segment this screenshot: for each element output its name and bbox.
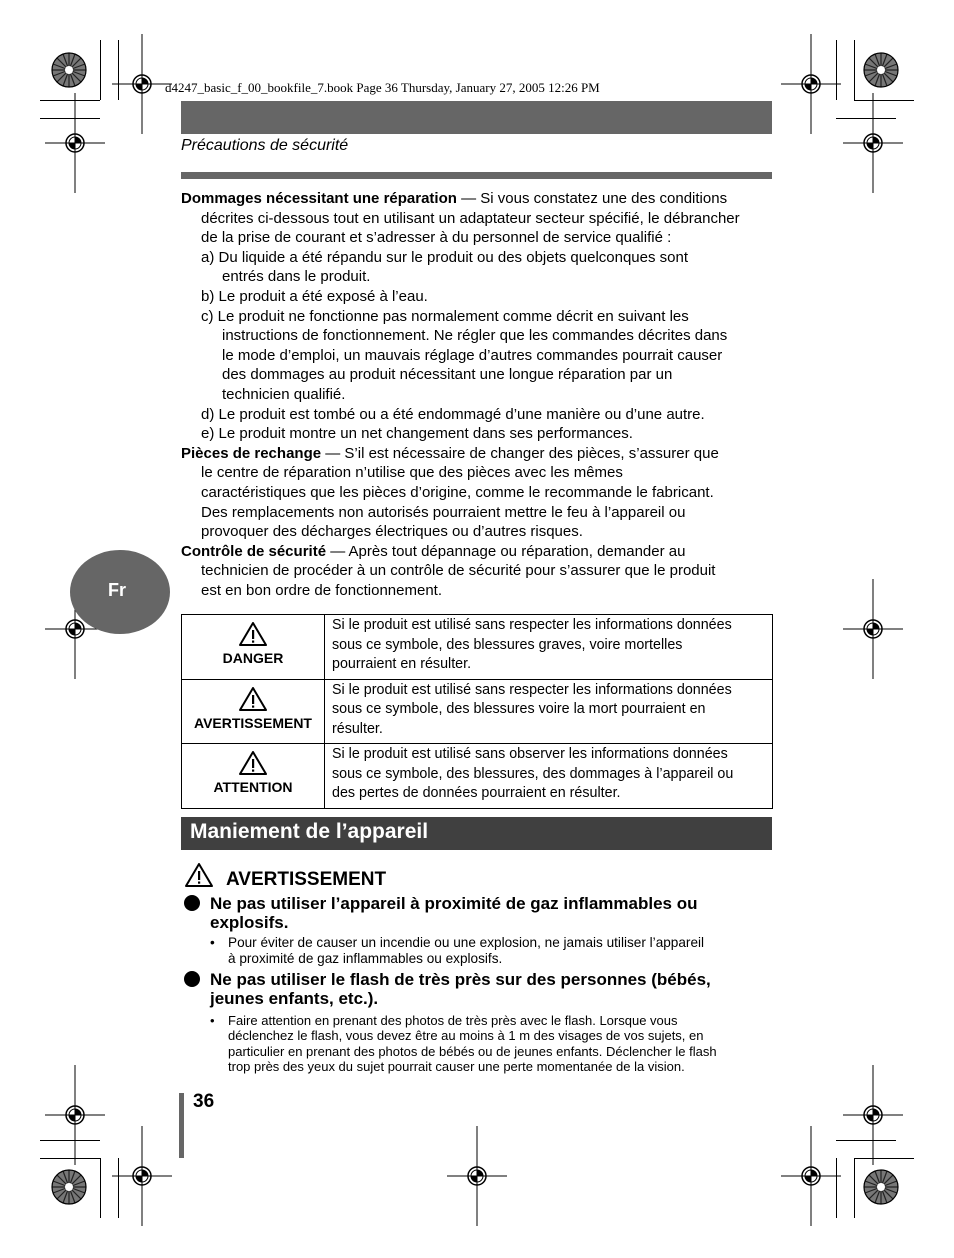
- text-line: le centre de réparation n’utilise que des pièces avec les mêmes: [201, 464, 623, 482]
- bullet-detail: [210, 935, 772, 967]
- list-item: [181, 405, 781, 425]
- text-line: des dommages au produit nécessitant une longue réparation par un: [222, 366, 673, 384]
- text-line: Ne pas utiliser le flash de très près sur des personnes (bébés,: [210, 970, 711, 989]
- text-line: déclenchez le flash, vous devez être au moins à 1 m des visages de vos sujets, en: [228, 1028, 704, 1044]
- text-line: Le produit a été exposé à l’eau.: [218, 287, 428, 305]
- list-item: [181, 287, 781, 307]
- table-row: [182, 615, 773, 680]
- text-line: pourraient en résulter.: [332, 656, 472, 672]
- text-line: Le produit est tombé ou a été endommagé d’une manière ou d’une autre.: [218, 405, 705, 423]
- avertissement-label: AVERTISSEMENT: [194, 714, 312, 731]
- text-line: Du liquide a été répandu sur le produit ou des objets quelconques sont: [218, 248, 689, 266]
- list-marker: d): [201, 405, 215, 423]
- paragraph-safety-check: [181, 542, 781, 601]
- text-line: est en bon ordre de fonctionnement.: [201, 581, 442, 599]
- bullet-heading: [184, 894, 764, 932]
- text-line: jeunes enfants, etc.).: [210, 989, 379, 1008]
- table-row: [182, 679, 773, 744]
- list-item: [181, 307, 781, 405]
- paragraph-parts-title: Pièces de rechange: [181, 444, 322, 462]
- separator-bar: [181, 172, 772, 179]
- text-line: des pertes de données pourraient en résulter.: [332, 785, 621, 801]
- bullet-dot-icon: [184, 971, 200, 987]
- text-line: Ne pas utiliser l’appareil à proximité de gaz inflammables ou: [210, 894, 698, 913]
- paragraph-repair-title: Dommages nécessitant une réparation: [181, 190, 457, 207]
- text-line: Si le produit est utilisé sans respecter les informations données: [332, 617, 732, 633]
- text-line: caractéristiques que les pièces d’origine, comme le recommande le fabricant.: [201, 483, 714, 501]
- text-line: sous ce symbole, des blessures graves, voire mortelles: [332, 636, 683, 653]
- text-line: Le produit ne fonctionne pas normalement comme décrit en suivant les: [217, 307, 689, 325]
- text-line: — S’il est nécessaire de changer des pièces, s’assurer que: [321, 444, 719, 462]
- file-header: d4247_basic_f_00_bookfile_7.book Page 36 Thursday, January 27, 2005 12:26 PM: [165, 80, 600, 95]
- text-line: décrites ci-dessous tout en utilisant un adaptateur secteur spécifié, le débrancher: [201, 209, 740, 227]
- text-line: explosifs.: [210, 913, 289, 932]
- list-marker: e): [201, 425, 215, 443]
- attention-label: ATTENTION: [213, 779, 293, 795]
- text-line: provoquer des décharges électriques ou d’autres risques.: [201, 523, 583, 541]
- danger-description: [325, 615, 773, 680]
- table-row: [182, 744, 773, 809]
- bullet-heading: [184, 970, 764, 1008]
- text-line: à proximité de gaz inflammables ou explosifs.: [228, 951, 503, 966]
- sub-bullet-marker: •: [210, 935, 215, 950]
- avertissement-description: [325, 679, 773, 744]
- text-line: Si le produit est utilisé sans observer les informations données: [332, 746, 728, 762]
- text-line: sous ce symbole, des blessures, des dommages à l’appareil ou: [332, 765, 734, 782]
- text-line: Si le produit est utilisé sans respecter les informations données: [332, 681, 732, 698]
- warning-triangle-icon: [238, 621, 268, 647]
- list-item: [181, 248, 781, 287]
- header-band: [181, 101, 772, 134]
- text-line: particulier en prenant des photos de bébés ou de jeunes enfants. Déclencher le flash: [228, 1043, 717, 1059]
- text-line: sous ce symbole, des blessures voire la mort pourraient en: [332, 701, 706, 717]
- text-line: Pour éviter de causer un incendie ou une explosion, ne jamais utiliser l’appareil: [228, 935, 705, 950]
- warning-triangle-icon: [238, 686, 268, 712]
- warning-title-label: AVERTISSEMENT: [226, 869, 387, 890]
- text-line: trop près des yeux du sujet pourrait causer une perte momentanée de la vision.: [228, 1058, 685, 1074]
- avertissement-label-cell: [182, 679, 325, 744]
- text-line: le mode d’emploi, un mauvais réglage d’autres commandes pourrait causer: [222, 346, 723, 364]
- section-heading-bar: [181, 817, 772, 850]
- language-tab: [70, 550, 170, 634]
- section-heading: Maniement de l’appareil: [190, 820, 429, 843]
- paragraph-parts: [181, 444, 781, 542]
- text-line: de la prise de courant et s’adresser à du personnel de service qualifié :: [201, 229, 672, 247]
- danger-label-cell: [182, 615, 325, 680]
- bullet-dot-icon: [184, 895, 200, 911]
- page-number: 36: [193, 1091, 215, 1112]
- attention-label-cell: [182, 744, 325, 809]
- text-line: instructions de fonctionnement. Ne régler que les commandes décrites dans: [222, 327, 728, 345]
- paragraph-repair: [181, 189, 781, 248]
- page-number-bar: [179, 1093, 184, 1158]
- text-line: Faire attention en prenant des photos de très près avec le flash. Lorsque vous: [228, 1013, 678, 1028]
- danger-label: DANGER: [222, 650, 284, 666]
- warning-triangle-icon: [184, 862, 214, 888]
- warning-legend-table: [181, 614, 773, 809]
- list-item: [181, 424, 781, 444]
- text-line: technicien de procéder à un contrôle de sécurité pour s’assurer que le produit: [201, 562, 716, 580]
- bullet-detail: [210, 1013, 772, 1074]
- sub-bullet-marker: •: [210, 1013, 215, 1028]
- text-line: Le produit montre un net changement dans ses performances.: [218, 425, 633, 443]
- section-title: Précautions de sécurité: [181, 137, 349, 154]
- list-marker: c): [201, 307, 214, 325]
- text-line: résulter.: [332, 720, 383, 737]
- warning-triangle-icon: [238, 750, 268, 776]
- paragraph-safety-check-title: Contrôle de sécurité: [181, 542, 327, 560]
- list-marker: a): [201, 248, 215, 266]
- text-line: technicien qualifié.: [222, 385, 346, 403]
- text-line: entrés dans le produit.: [222, 268, 371, 286]
- attention-description: [325, 744, 773, 809]
- text-line: — Si vous constatez une des conditions: [456, 190, 728, 207]
- text-line: — Après tout dépannage ou réparation, demander au: [326, 542, 686, 560]
- text-line: Des remplacements non autorisés pourraient mettre le feu à l’appareil ou: [201, 503, 686, 521]
- language-tab-label: Fr: [108, 580, 126, 600]
- list-marker: b): [201, 287, 215, 305]
- safety-text: [181, 189, 781, 600]
- warning-title: [184, 862, 386, 891]
